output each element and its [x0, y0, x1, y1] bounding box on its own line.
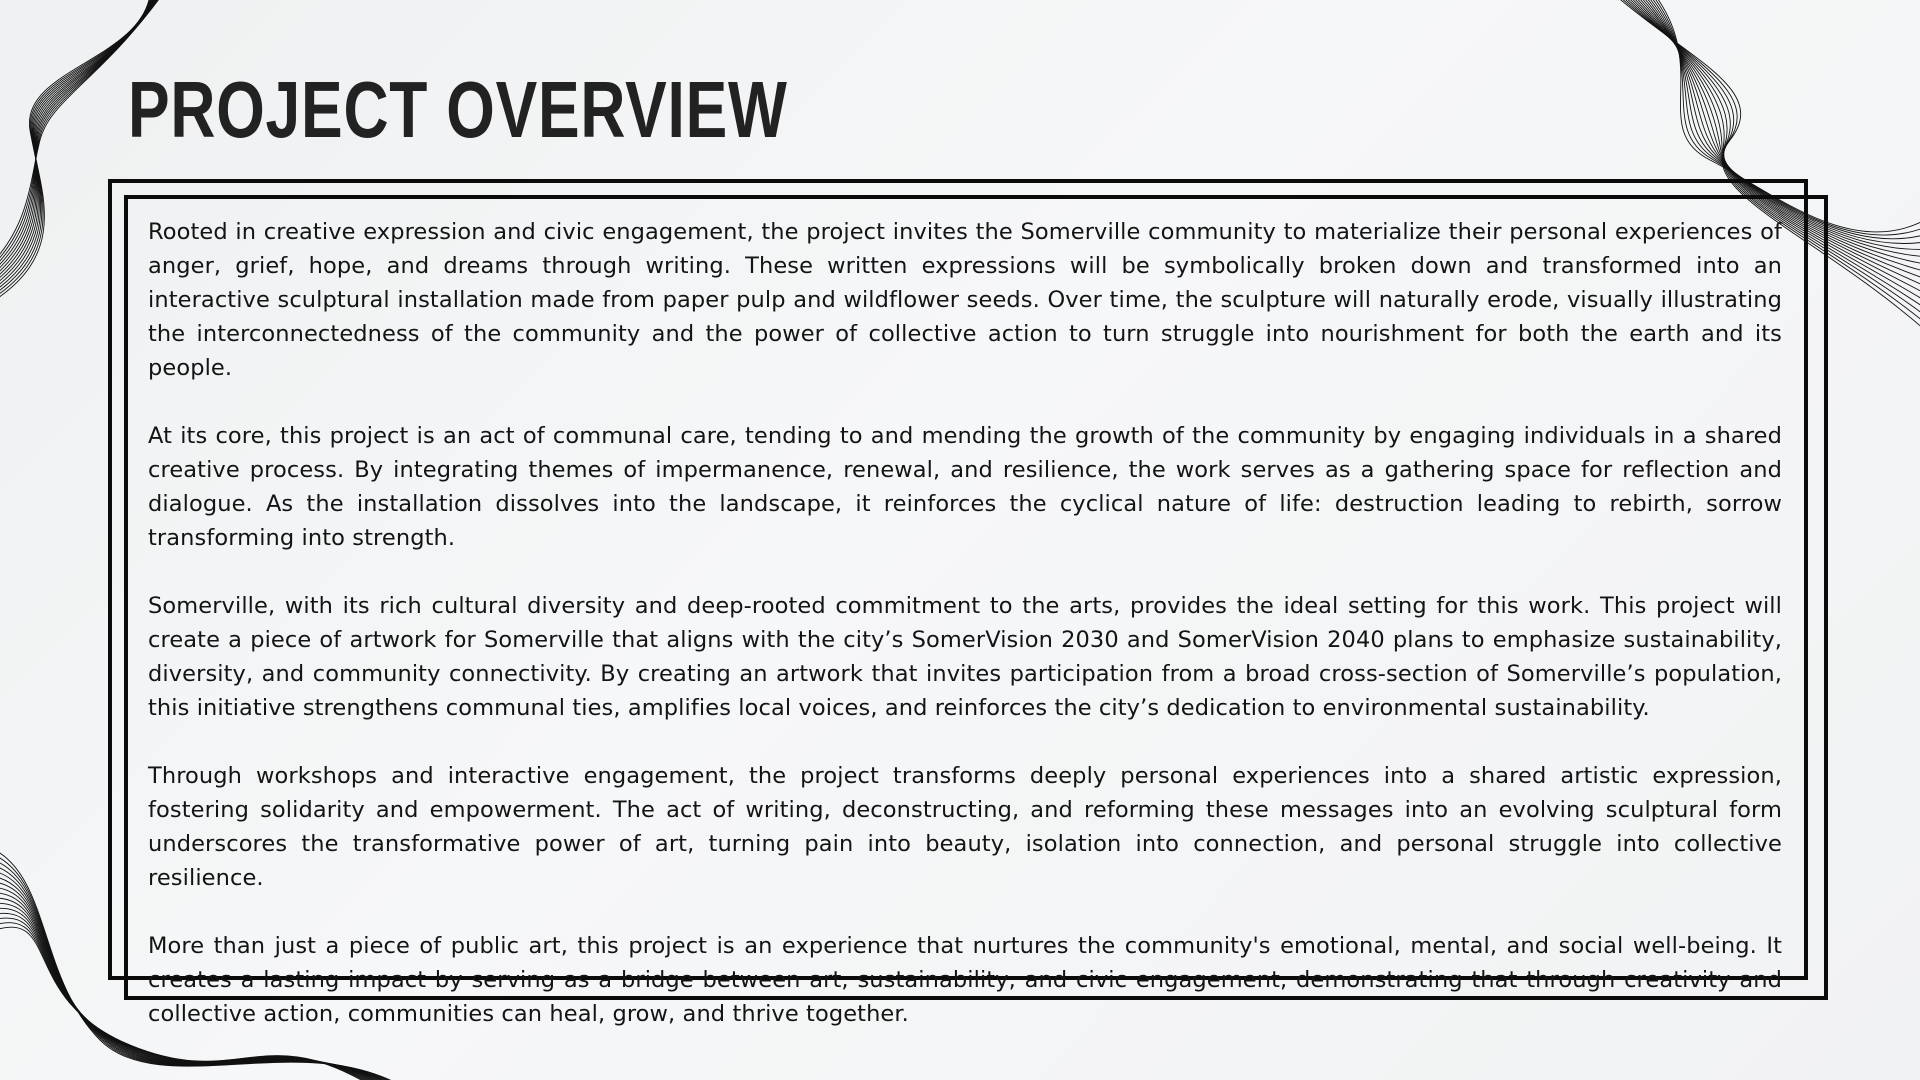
- paragraph-3: Somerville, with its rich cultural diversity and deep-rooted commitment to the arts, provides the ideal setting for this work. This project will create a piece of artwork for Somerville that aligns with the city’s SomerVision 2030 and SomerVision 2040 plans to emphasize sustainability, diversity, and community connectivity. By creating an artwork that invites participation from a broad cross-section of Somerville’s population, this initiative strengthens communal ties, amplifies local voices, and reinforces the city’s dedication to environmental sustainability.: [148, 593, 1782, 721]
- paragraph-2: At its core, this project is an act of communal care, tending to and mending the growth of the community by engaging individuals in a shared creative process. By integrating themes of impermanence, renewal, and resilience, the work serves as a gathering space for reflection and dialogue. As the installation dissolves into the landscape, it reinforces the cyclical nature of life: destruction leading to rebirth, sorrow transforming into strength.: [148, 423, 1782, 551]
- paragraph-5: More than just a piece of public art, this project is an experience that nurtures the community's emotional, mental, and social well-being. It creates a lasting impact by serving as a bridge between art, sustainability, and civic engagement, demonstrating that through creativity and collective action, communities can heal, grow, and thrive together.: [148, 933, 1782, 1027]
- page-title: PROJECT OVERVIEW: [128, 65, 788, 154]
- paragraph-4: Through workshops and interactive engagement, the project transforms deeply personal experiences into a shared artistic expression, fostering solidarity and empowerment. The act of writing, deconstructing, and reforming these messages into an evolving sculptural form underscores the transformative power of art, turning pain into beauty, isolation into connection, and personal struggle into collective resilience.: [148, 763, 1782, 891]
- paragraph-1: Rooted in creative expression and civic engagement, the project invites the Somerville community to materialize their personal experiences of anger, grief, hope, and dreams through writing. These written expressions will be symbolically broken down and transformed into an interactive sculptural installation made from paper pulp and wildflower seeds. Over time, the sculpture will naturally erode, visually illustrating the interconnectedness of the community and the power of collective action to turn struggle into nourishment for both the earth and its people.: [148, 219, 1782, 381]
- overview-text-body: [148, 215, 1782, 1065]
